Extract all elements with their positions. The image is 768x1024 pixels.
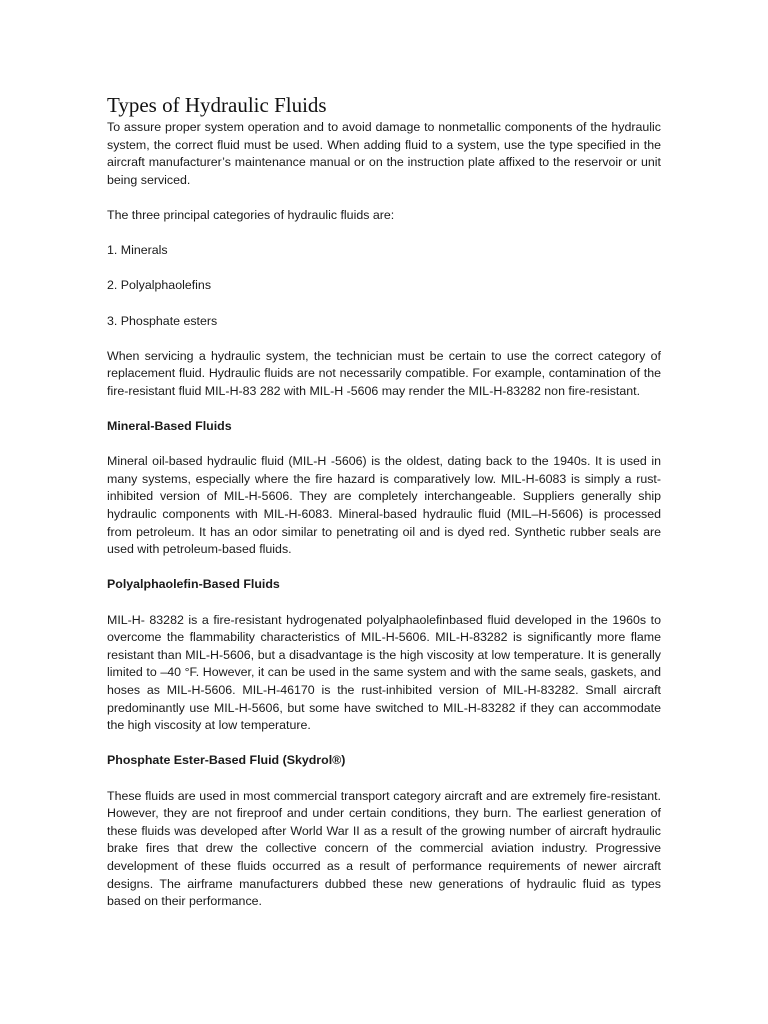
- section-heading-phosphate-ester: Phosphate Ester-Based Fluid (Skydrol®): [107, 753, 346, 768]
- categories-intro-paragraph: The three principal categories of hydraulic fluids are:: [107, 207, 395, 222]
- page-title: Types of Hydraulic Fluids: [107, 93, 327, 117]
- servicing-paragraph: When servicing a hydraulic system, the technician must be certain to use the correct category of replacement fluid. Hydraulic fluids are not necessarily compatible. For example, contamination of the fire-resistant fluid MIL-H-83 282 with MIL-H -5606 may render the MIL-H-83282 non fire-resistant.: [107, 348, 661, 398]
- category-list-item: 2. Polyalphaolefins: [107, 278, 212, 293]
- section-body-polyalphaolefin: MIL-H- 83282 is a fire-resistant hydrogenated polyalphaolefinbased fluid developed in the 1960s to overcome the flammability characteristics of MIL-H-5606. MIL-H-83282 is significantly more flame resistant than MIL-H-5606, but a disadvantage is the high viscosity at low temperature. It is generally limited to –40 °F. However, it can be used in the same system and with the same seals, gaskets, and hoses as MIL-H-5606. MIL-H-46170 is the rust-inhibited version of MIL-H-83282. Small aircraft predominantly use MIL-H-5606, but some have switched to MIL-H-83282 if they can accommodate the high viscosity at low temperature.: [107, 612, 661, 733]
- section-body-phosphate-ester: These fluids are used in most commercial transport category aircraft and are extremely fire-resistant. However, they are not fireproof and under certain conditions, they burn. The earliest generation of these fluids was developed after World War II as a result of the growing number of aircraft hydraulic brake fires that drew the collective concern of the commercial aviation industry. Progressive development of these fluids occurred as a result of performance requirements of newer aircraft designs. The airframe manufacturers dubbed these new generations of hydraulic fluid as types based on their performance.: [107, 788, 661, 909]
- document-page: [107, 92, 661, 928]
- category-list-item: 1. Minerals: [107, 243, 168, 258]
- section-heading-polyalphaolefin: Polyalphaolefin-Based Fluids: [107, 577, 280, 592]
- section-body-mineral: Mineral oil-based hydraulic fluid (MIL-H -5606) is the oldest, dating back to the 1940s. It is used in many systems, especially where the fire hazard is comparatively low. MIL-H-6083 is simply a rust-inhibited version of MIL-H-5606. They are completely interchangeable. Suppliers generally ship hydraulic components with MIL-H-6083. Mineral-based hydraulic fluid (MIL–H-5606) is processed from petroleum. It has an odor similar to penetrating oil and is dyed red. Synthetic rubber seals are used with petroleum-based fluids.: [107, 454, 661, 557]
- category-list-item: 3. Phosphate esters: [107, 313, 218, 328]
- section-heading-mineral: Mineral-Based Fluids: [107, 419, 232, 434]
- intro-paragraph: To assure proper system operation and to avoid damage to nonmetallic components of the hydraulic system, the correct fluid must be used. When adding fluid to a system, use the type specified in the aircraft manufacturer’s maintenance manual or on the instruction plate affixed to the reservoir or unit being serviced.: [107, 120, 661, 187]
